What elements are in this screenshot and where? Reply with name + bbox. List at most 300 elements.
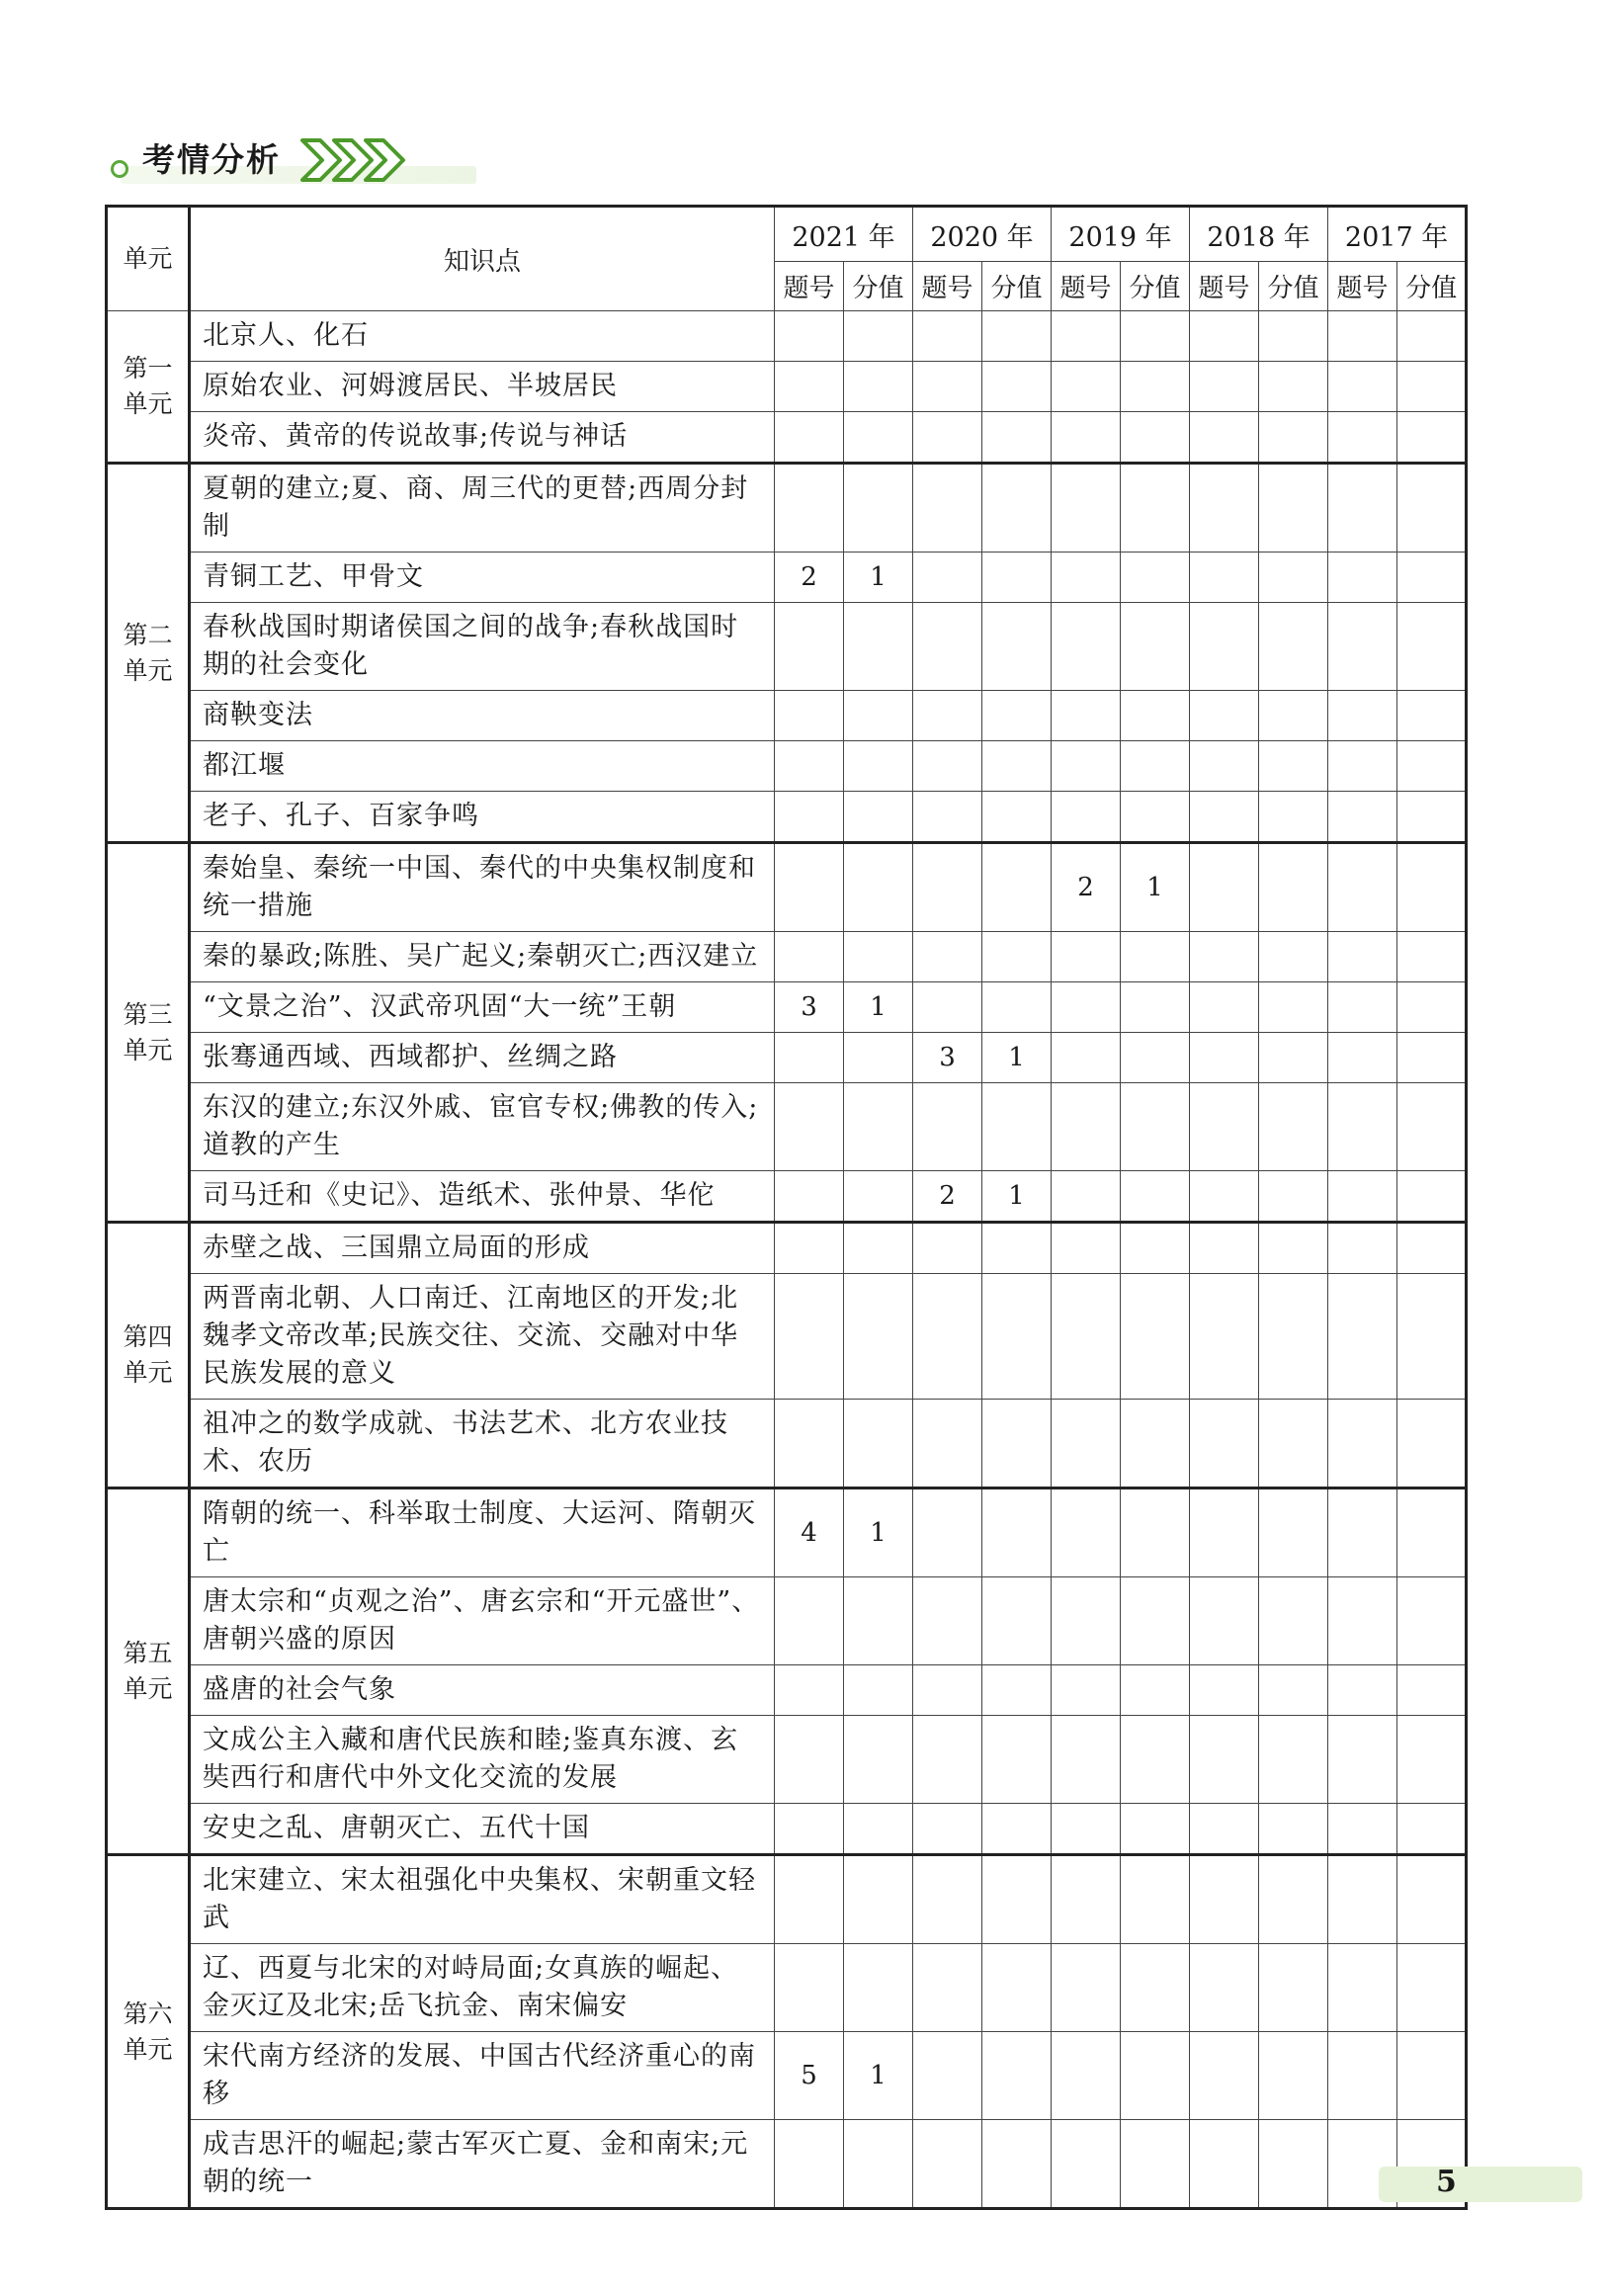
question-number-cell	[1328, 982, 1397, 1033]
score-cell	[1121, 1223, 1190, 1274]
question-number-cell	[1328, 362, 1397, 412]
score-cell	[1121, 741, 1190, 792]
topic-cell: 秦的暴政;陈胜、吴广起义;秦朝灭亡;西汉建立	[190, 932, 775, 982]
score-cell	[1259, 1665, 1328, 1716]
question-number-cell	[1190, 741, 1259, 792]
section-title: 考情分析	[142, 140, 281, 179]
question-number-cell	[1328, 464, 1397, 553]
question-number-cell	[913, 1274, 982, 1400]
score-cell	[1259, 553, 1328, 603]
unit-name: 第五 单元	[107, 1488, 190, 1855]
question-number-cell	[913, 362, 982, 412]
question-number-cell	[1052, 2032, 1121, 2120]
question-number-cell	[1052, 1171, 1121, 1223]
question-number-cell	[913, 412, 982, 464]
score-cell	[844, 1855, 913, 1944]
question-number-cell	[1052, 1400, 1121, 1488]
question-number-cell	[775, 1033, 844, 1083]
table-row	[107, 1083, 1467, 1171]
question-number-cell	[1328, 1274, 1397, 1400]
score-cell	[1259, 2120, 1328, 2209]
question-number-cell	[1190, 412, 1259, 464]
question-number-cell	[1190, 691, 1259, 741]
score-cell	[1397, 982, 1467, 1033]
question-number-cell	[913, 982, 982, 1033]
score-cell	[1397, 792, 1467, 843]
score-cell	[982, 1577, 1052, 1665]
circle-icon	[111, 160, 128, 178]
topic-cell: 两晋南北朝、人口南迁、江南地区的开发;北魏孝文帝改革;民族交往、交流、交融对中华民族发展的意义	[190, 1274, 775, 1400]
score-cell	[1397, 691, 1467, 741]
table-row	[107, 311, 1467, 362]
question-number-cell: 2	[775, 553, 844, 603]
question-number-cell	[775, 1223, 844, 1274]
table-row	[107, 2120, 1467, 2209]
score-cell	[982, 691, 1052, 741]
exam-analysis-table	[105, 205, 1468, 2210]
question-number-cell	[1052, 1855, 1121, 1944]
score-cell	[1259, 1716, 1328, 1804]
score-cell	[1259, 1033, 1328, 1083]
question-number-cell	[913, 464, 982, 553]
score-cell: 1	[1121, 843, 1190, 932]
score-cell	[982, 553, 1052, 603]
topic-cell: 隋朝的统一、科举取士制度、大运河、隋朝灭亡	[190, 1488, 775, 1577]
question-number-cell	[1052, 1804, 1121, 1855]
score-cell: 1	[982, 1171, 1052, 1223]
question-number-cell	[913, 691, 982, 741]
question-number-cell	[1328, 2032, 1397, 2120]
question-number-cell	[1052, 1665, 1121, 1716]
score-cell	[1397, 603, 1467, 691]
question-number-cell	[1052, 603, 1121, 691]
table-row	[107, 1400, 1467, 1488]
score-cell	[982, 603, 1052, 691]
score-header: 分值	[844, 262, 913, 311]
score-header: 分值	[1397, 262, 1467, 311]
topic-cell: 祖冲之的数学成就、书法艺术、北方农业技术、农历	[190, 1400, 775, 1488]
question-number-cell	[1190, 982, 1259, 1033]
unit-name: 第二 单元	[107, 464, 190, 843]
score-cell	[982, 1944, 1052, 2032]
score-cell	[1397, 1665, 1467, 1716]
question-number-cell	[1190, 1400, 1259, 1488]
question-number-cell	[1328, 1944, 1397, 2032]
table-row	[107, 741, 1467, 792]
score-cell	[1121, 2120, 1190, 2209]
question-number-cell	[1190, 1944, 1259, 2032]
table-row	[107, 553, 1467, 603]
score-cell	[1259, 1171, 1328, 1223]
score-cell	[1259, 603, 1328, 691]
question-number-cell	[1190, 1577, 1259, 1665]
score-cell	[1397, 362, 1467, 412]
score-cell	[844, 1400, 913, 1488]
question-number-cell	[1190, 311, 1259, 362]
score-cell	[982, 1804, 1052, 1855]
score-cell	[844, 464, 913, 553]
score-cell	[1259, 412, 1328, 464]
question-number-cell	[1190, 843, 1259, 932]
question-number-cell	[1190, 1665, 1259, 1716]
score-cell	[1259, 2032, 1328, 2120]
topic-cell: 唐太宗和“贞观之治”、唐玄宗和“开元盛世”、唐朝兴盛的原因	[190, 1577, 775, 1665]
question-number-cell	[1190, 464, 1259, 553]
score-cell	[1121, 362, 1190, 412]
score-cell	[1121, 1083, 1190, 1171]
question-number-cell	[1190, 2032, 1259, 2120]
topic-cell: 成吉思汗的崛起;蒙古军灭亡夏、金和南宋;元朝的统一	[190, 2120, 775, 2209]
question-number-cell	[775, 1716, 844, 1804]
score-cell	[1259, 1944, 1328, 2032]
question-number-cell	[775, 603, 844, 691]
table-row	[107, 2032, 1467, 2120]
topic-cell: 盛唐的社会气象	[190, 1665, 775, 1716]
score-cell	[1259, 741, 1328, 792]
table-row	[107, 691, 1467, 741]
question-number-cell	[913, 932, 982, 982]
score-cell	[1397, 553, 1467, 603]
question-number-cell	[913, 311, 982, 362]
topic-cell: 老子、孔子、百家争鸣	[190, 792, 775, 843]
year-header: 2017 年	[1328, 207, 1467, 262]
score-cell	[1121, 792, 1190, 843]
question-number-cell	[913, 2032, 982, 2120]
question-number-cell	[913, 792, 982, 843]
score-cell	[1259, 1274, 1328, 1400]
score-cell	[1397, 1577, 1467, 1665]
question-number-cell	[1190, 1083, 1259, 1171]
score-cell	[982, 412, 1052, 464]
question-number-cell	[775, 1665, 844, 1716]
question-number-header: 题号	[913, 262, 982, 311]
score-cell	[844, 741, 913, 792]
score-header: 分值	[1121, 262, 1190, 311]
question-number-cell	[913, 1577, 982, 1665]
score-cell	[1397, 1223, 1467, 1274]
year-header: 2021 年	[775, 207, 913, 262]
question-number-cell	[1328, 1716, 1397, 1804]
question-number-cell	[775, 311, 844, 362]
question-number-cell	[1328, 603, 1397, 691]
topic-cell: 商鞅变法	[190, 691, 775, 741]
question-number-cell	[1328, 741, 1397, 792]
score-cell	[1259, 362, 1328, 412]
question-number-cell	[1328, 1855, 1397, 1944]
score-cell	[1397, 464, 1467, 553]
question-number-cell	[1190, 1033, 1259, 1083]
score-cell	[982, 843, 1052, 932]
topic-cell: 文成公主入藏和唐代民族和睦;鉴真东渡、玄奘西行和唐代中外文化交流的发展	[190, 1716, 775, 1804]
topic-cell: 北宋建立、宋太祖强化中央集权、宋朝重文轻武	[190, 1855, 775, 1944]
score-cell	[844, 1577, 913, 1665]
score-cell: 1	[844, 1488, 913, 1577]
score-cell	[1397, 1855, 1467, 1944]
score-cell	[1259, 1400, 1328, 1488]
score-cell	[844, 1665, 913, 1716]
question-number-cell	[1328, 1665, 1397, 1716]
score-cell	[1121, 1716, 1190, 1804]
score-cell	[1397, 1033, 1467, 1083]
question-number-cell	[775, 1171, 844, 1223]
question-number-header: 题号	[1328, 262, 1397, 311]
question-number-cell	[913, 553, 982, 603]
question-number-cell	[775, 1855, 844, 1944]
score-cell: 1	[844, 2032, 913, 2120]
year-header: 2020 年	[913, 207, 1052, 262]
score-cell	[1121, 553, 1190, 603]
question-number-cell	[1052, 2120, 1121, 2209]
score-cell	[1397, 1488, 1467, 1577]
score-cell	[982, 1488, 1052, 1577]
topic-cell: 东汉的建立;东汉外戚、宦官专权;佛教的传入;道教的产生	[190, 1083, 775, 1171]
score-cell	[1121, 691, 1190, 741]
topic-cell: 秦始皇、秦统一中国、秦代的中央集权制度和统一措施	[190, 843, 775, 932]
score-cell	[1121, 932, 1190, 982]
question-number-cell	[913, 1665, 982, 1716]
question-number-cell	[1328, 311, 1397, 362]
score-cell	[844, 362, 913, 412]
table-row	[107, 792, 1467, 843]
question-number-cell	[775, 464, 844, 553]
score-cell	[1397, 1400, 1467, 1488]
score-cell	[1121, 1274, 1190, 1400]
table-row	[107, 1274, 1467, 1400]
score-cell	[1397, 311, 1467, 362]
score-cell	[982, 2032, 1052, 2120]
question-number-cell	[1052, 1223, 1121, 1274]
score-cell	[1121, 1665, 1190, 1716]
table-row	[107, 1665, 1467, 1716]
question-number-cell: 3	[775, 982, 844, 1033]
table-row	[107, 464, 1467, 553]
question-number-cell	[913, 1716, 982, 1804]
score-cell	[1397, 1083, 1467, 1171]
question-number-cell	[1190, 1855, 1259, 1944]
score-cell	[982, 932, 1052, 982]
question-number-header: 题号	[1190, 262, 1259, 311]
page-number: 5	[1436, 2165, 1457, 2199]
question-number-cell	[913, 1083, 982, 1171]
question-number-cell	[1052, 792, 1121, 843]
topic-cell: 安史之乱、唐朝灭亡、五代十国	[190, 1804, 775, 1855]
question-number-cell	[913, 1944, 982, 2032]
topic-cell: 夏朝的建立;夏、商、周三代的更替;西周分封制	[190, 464, 775, 553]
score-cell	[1259, 1804, 1328, 1855]
question-number-cell	[1052, 1033, 1121, 1083]
topic-cell: 司马迁和《史记》、造纸术、张仲景、华佗	[190, 1171, 775, 1223]
question-number-cell	[1328, 1804, 1397, 1855]
topic-cell: 炎帝、黄帝的传说故事;传说与神话	[190, 412, 775, 464]
question-number-cell	[1052, 1488, 1121, 1577]
unit-name: 第一 单元	[107, 311, 190, 464]
score-cell	[1121, 412, 1190, 464]
score-cell	[1397, 1274, 1467, 1400]
question-number-cell	[1052, 553, 1121, 603]
chevrons-icon	[293, 134, 480, 186]
question-number-cell	[913, 843, 982, 932]
table-row	[107, 1488, 1467, 1577]
score-cell	[1397, 843, 1467, 932]
table-row	[107, 1716, 1467, 1804]
topic-cell: 都江堰	[190, 741, 775, 792]
section-header	[105, 127, 500, 186]
question-number-cell	[913, 741, 982, 792]
question-number-cell	[1328, 1033, 1397, 1083]
question-number-cell	[1190, 1716, 1259, 1804]
question-number-cell	[1052, 362, 1121, 412]
topic-cell: “文景之治”、汉武帝巩固“大一统”王朝	[190, 982, 775, 1033]
question-number-cell	[775, 1400, 844, 1488]
question-number-cell	[1328, 1223, 1397, 1274]
score-cell	[982, 1223, 1052, 1274]
question-number-cell	[1190, 1488, 1259, 1577]
score-cell	[1121, 982, 1190, 1033]
score-cell	[1121, 1033, 1190, 1083]
score-cell	[1259, 1223, 1328, 1274]
question-number-cell	[1190, 792, 1259, 843]
question-number-cell: 3	[913, 1033, 982, 1083]
question-number-cell	[1052, 311, 1121, 362]
question-number-cell	[913, 1804, 982, 1855]
question-number-cell	[1052, 932, 1121, 982]
question-number-cell	[775, 412, 844, 464]
table-row	[107, 1804, 1467, 1855]
topic-cell: 原始农业、河姆渡居民、半坡居民	[190, 362, 775, 412]
topic-cell: 赤壁之战、三国鼎立局面的形成	[190, 1223, 775, 1274]
score-cell	[982, 982, 1052, 1033]
question-number-cell	[775, 792, 844, 843]
score-cell	[1121, 1944, 1190, 2032]
score-cell	[1259, 1488, 1328, 1577]
question-number-cell	[1190, 603, 1259, 691]
score-cell	[1259, 932, 1328, 982]
question-number-cell	[1190, 2120, 1259, 2209]
question-number-cell	[1328, 412, 1397, 464]
question-number-cell	[1052, 1716, 1121, 1804]
score-cell	[1121, 464, 1190, 553]
score-cell	[844, 843, 913, 932]
question-number-cell: 4	[775, 1488, 844, 1577]
question-number-cell	[775, 1577, 844, 1665]
score-cell	[844, 1171, 913, 1223]
topic-cell: 春秋战国时期诸侯国之间的战争;春秋战国时期的社会变化	[190, 603, 775, 691]
question-number-cell	[1190, 553, 1259, 603]
question-number-cell	[1052, 982, 1121, 1033]
question-number-cell	[913, 1223, 982, 1274]
score-header: 分值	[982, 262, 1052, 311]
table-row	[107, 982, 1467, 1033]
table-row	[107, 1171, 1467, 1223]
score-cell	[844, 1083, 913, 1171]
score-cell	[1259, 1855, 1328, 1944]
score-cell	[982, 741, 1052, 792]
question-number-cell	[913, 1400, 982, 1488]
table-row	[107, 1577, 1467, 1665]
score-cell	[1121, 2032, 1190, 2120]
question-number-cell	[1328, 792, 1397, 843]
topic-cell: 青铜工艺、甲骨文	[190, 553, 775, 603]
table-row	[107, 1033, 1467, 1083]
score-cell	[982, 464, 1052, 553]
question-number-cell	[913, 603, 982, 691]
score-cell	[982, 1855, 1052, 1944]
score-cell	[1397, 1804, 1467, 1855]
score-cell	[1259, 1577, 1328, 1665]
table-row	[107, 412, 1467, 464]
score-cell	[982, 1274, 1052, 1400]
score-cell	[1397, 1944, 1467, 2032]
question-number-cell	[775, 1083, 844, 1171]
question-number-cell	[1328, 691, 1397, 741]
question-number-cell	[775, 843, 844, 932]
question-number-cell	[1328, 1171, 1397, 1223]
score-cell	[844, 792, 913, 843]
score-cell	[982, 1400, 1052, 1488]
score-cell	[1259, 843, 1328, 932]
score-cell: 1	[844, 553, 913, 603]
question-number-cell	[775, 741, 844, 792]
table-row	[107, 603, 1467, 691]
question-number-header: 题号	[775, 262, 844, 311]
score-cell	[1259, 982, 1328, 1033]
score-cell	[1259, 1083, 1328, 1171]
topic-header: 知识点	[190, 207, 775, 311]
score-cell	[844, 1804, 913, 1855]
score-cell	[1397, 741, 1467, 792]
score-cell	[844, 691, 913, 741]
score-cell	[844, 311, 913, 362]
question-number-cell	[775, 1804, 844, 1855]
question-number-cell	[1328, 1083, 1397, 1171]
score-cell	[982, 2120, 1052, 2209]
question-number-cell	[1052, 1083, 1121, 1171]
question-number-cell	[1052, 1944, 1121, 2032]
score-cell	[982, 1083, 1052, 1171]
table-row	[107, 1223, 1467, 1274]
table-row	[107, 843, 1467, 932]
score-cell	[1259, 311, 1328, 362]
question-number-cell	[913, 2120, 982, 2209]
table-row	[107, 1944, 1467, 2032]
score-cell: 1	[982, 1033, 1052, 1083]
table-row	[107, 1855, 1467, 1944]
question-number-cell	[1328, 1400, 1397, 1488]
score-cell: 1	[844, 982, 913, 1033]
table-row	[107, 932, 1467, 982]
year-header: 2018 年	[1190, 207, 1328, 262]
score-cell	[844, 1716, 913, 1804]
question-number-cell	[1052, 741, 1121, 792]
unit-name: 第三 单元	[107, 843, 190, 1223]
topic-cell: 辽、西夏与北宋的对峙局面;女真族的崛起、金灭辽及北宋;岳飞抗金、南宋偏安	[190, 1944, 775, 2032]
score-cell	[982, 792, 1052, 843]
score-cell	[982, 1665, 1052, 1716]
score-cell	[1121, 311, 1190, 362]
score-cell	[1259, 792, 1328, 843]
question-number-cell	[775, 1274, 844, 1400]
score-cell	[1397, 412, 1467, 464]
question-number-cell	[913, 1488, 982, 1577]
score-cell	[1259, 464, 1328, 553]
score-cell	[1397, 932, 1467, 982]
score-cell	[844, 932, 913, 982]
question-number-cell	[775, 691, 844, 741]
score-cell	[982, 362, 1052, 412]
score-cell	[982, 1716, 1052, 1804]
unit-header: 单元	[107, 207, 190, 311]
score-cell	[1397, 1171, 1467, 1223]
